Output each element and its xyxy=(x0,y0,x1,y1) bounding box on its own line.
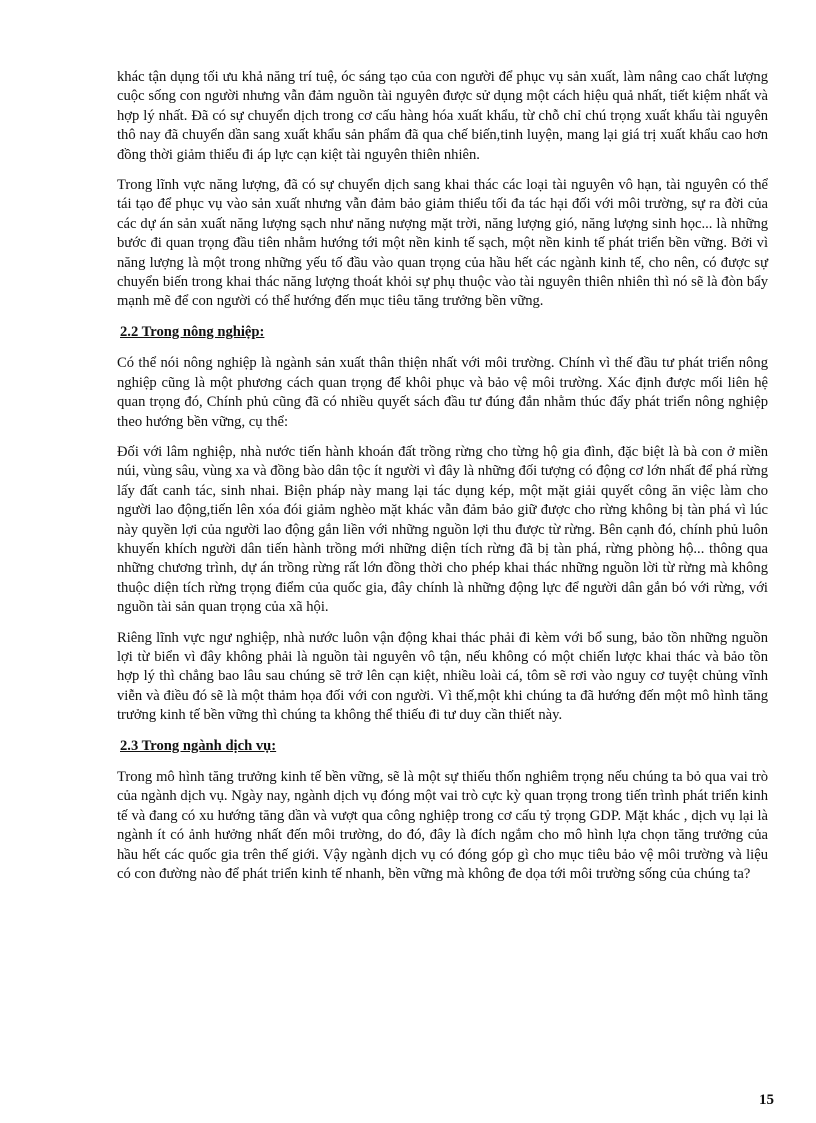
paragraph-services: Trong mô hình tăng trưởng kinh tế bền vững, sẽ là một sự thiếu thốn nghiêm trọng nếu chúng ta bỏ qua vai trò của ngành dịch vụ. Ngày nay, ngành dịch vụ đóng một vai trò cực kỳ quan trọng trong tiến trình phát triển kinh tế và đang có xu hướng tăng dần và vượt qua công nghiệp trong cơ cấu tỷ trọng GDP. Mặt khác , dịch vụ lại là ngành ít có ảnh hưởng nhất đến môi trường, do đó, đây là đích ngắm cho mô hình lựa chọn tăng trưởng của hầu hết các quốc gia trên thế giới. Vậy ngành dịch vụ có đóng góp gì cho mục tiêu bảo vệ môi trường và liệu có con đường nào để phát triển kinh tế nhanh, bền vững mà không đe dọa tới môi trường sống của chúng ta? xyxy=(117,769,768,883)
heading-services: 2.3 Trong ngành dịch vụ: xyxy=(120,737,277,754)
paragraph-agriculture-intro: Có thể nói nông nghiệp là ngành sản xuất thân thiện nhất với môi trường. Chính vì thế đầu tư phát triển nông nghiệp cũng là một phương cách quan trọng để khôi phục và bảo vệ môi trường. Xác định được mối liên hệ quan trọng đó, Chính phủ cũng đã có nhiều quyết sách đầu tư đúng đắn nhằm thúc đẩy phát triển nông nghiệp theo hướng bền vững, cụ thể: xyxy=(117,355,768,430)
document-page xyxy=(117,68,768,895)
paragraph-resource-use: khác tận dụng tối ưu khả năng trí tuệ, óc sáng tạo của con người để phục vụ sản xuất, làm nâng cao chất lượng cuộc sống con người nhưng vẫn đảm nguồn tài nguyên được sử dụng một cách hiệu quả nhất, tiết kiệm nhất và hợp lý nhất. Đã có sự chuyển dịch trong cơ cấu hàng hóa xuất khẩu, từ chỗ chỉ chú trọng xuất khẩu tài nguyên thô nay đã chuyển dần sang xuất khẩu sản phẩm đã qua chế biến,tinh luyện, mang lại giá trị xuất khẩu cao hơn đồng thời giảm thiểu đi áp lực cạn kiệt tài nguyên thiên nhiên. xyxy=(117,69,768,163)
paragraph-energy: Trong lĩnh vực năng lượng, đã có sự chuyển dịch sang khai thác các loại tài nguyên vô hạn, tài nguyên có thể tái tạo để phục vụ vào sản xuất nhưng vẫn đảm bảo giảm thiểu tối đa tác hại đối với môi trường, sự ra đời của các dự án sản xuất năng lượng sạch như năng nượng mặt trời, năng lượng gió, năng lượng sinh học... là những bước đi quan trọng đầu tiên nhằm hướng tới một nền kinh tế sạch, một nền kinh tế phát triển bền vững. Bởi vì năng lượng là một trong những yếu tố đầu vào quan trọng của hầu hết các ngành kinh tế, cho nên, có được sự chuyển biến trong khai thác năng lượng thoát khỏi sự phụ thuộc vào tài nguyên thiên nhiên thì nó sẽ là đòn bẩy mạnh mẽ để con người có thể hướng đến mục tiêu tăng trưởng bền vững. xyxy=(117,177,768,310)
page-number: 15 xyxy=(759,1092,774,1108)
heading-agriculture: 2.2 Trong nông nghiệp: xyxy=(120,323,265,340)
paragraph-fishery: Riêng lĩnh vực ngư nghiệp, nhà nước luôn vận động khai thác phải đi kèm với bổ sung, bảo tồn những nguồn lợi từ biển vì đây không phải là nguồn tài nguyên vô tận, nếu không có một chiến lược khai thác và bảo tồn hợp lý thì chẳng bao lâu sau chúng sẽ trở lên cạn kiệt, nhiều loài cá, tôm sẽ rơi vào nguy cơ tuyệt chủng vĩnh viễn và điều đó sẽ là một thảm họa đối với con người. Vì thế,một khi chúng ta đã hướng đến một mô hình tăng trưởng kinh tế bền vững thì chúng ta không thể thiếu đi tư duy cần thiết này. xyxy=(117,629,768,724)
paragraph-forestry: Đối với lâm nghiệp, nhà nước tiến hành khoán đất trồng rừng cho từng hộ gia đình, đặc biệt là bà con ở miền núi, vùng sâu, vùng xa và đồng bào dân tộc ít người vì đây là những đối tượng có động cơ lớn nhất để phá rừng lấy đất canh tác, sinh nhai. Biện pháp này mang lại tác dụng kép, một mặt giải quyết công ăn việc làm cho người lao động,tiến lên xóa đói giảm nghèo mặt khác vẫn đảm bảo giữ được cho rừng không bị tàn phá vì lúc này quyền lợi của người lao động gắn liền với những nguồn lợi thu được từ rừng. Bên cạnh đó, chính phủ luôn khuyến khích người dân tiến hành trồng mới những diện tích rừng đã bị tàn phá, rừng phòng hộ... thông qua những chương trình, dự án trồng rừng rất lớn đồng thời cho phép khai thác những nguồn lời từ rừng mà không thuộc diện tích rừng trọng điểm của quốc gia, đây chính là những động lực để người dân gắn bó với rừng, với nguồn tài sản quan trọng của xã hội. xyxy=(117,443,768,616)
